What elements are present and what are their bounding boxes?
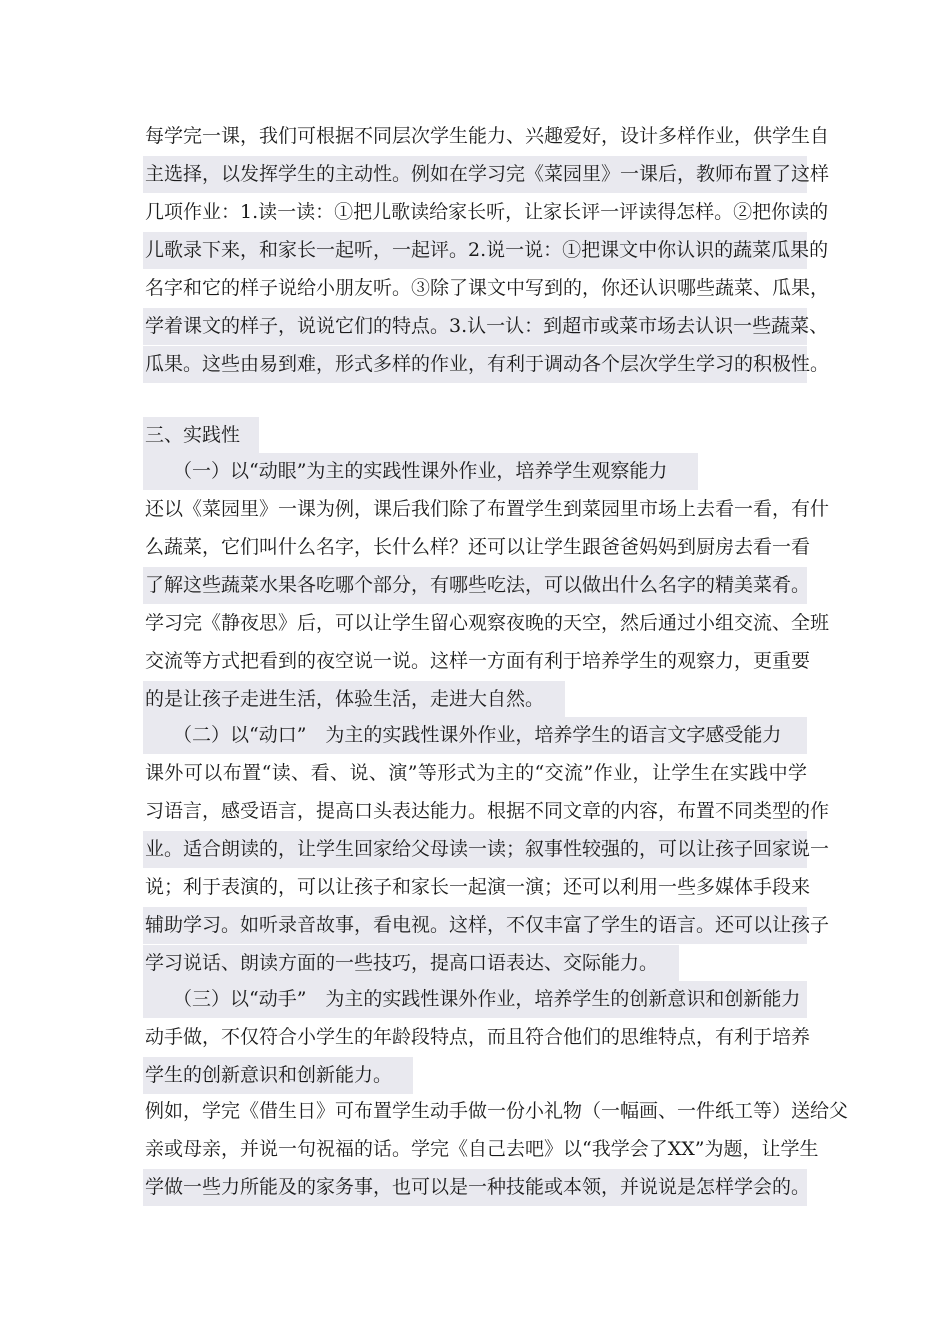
text-line: 还以《菜园里》一课为例，课后我们除了布置学生到菜园里市场上去看一看，有什 [145, 498, 830, 520]
text-line: 动手做，不仅符合小学生的年龄段特点，而且符合他们的思维特点，有利于培养 [145, 1026, 811, 1048]
text-line: 名字和它的样子说给小朋友听。③除了课文中写到的，你还认识哪些蔬菜、瓜果， [145, 277, 830, 299]
text-line: 学着课文的样子，说说它们的特点。3.认一认：到超市或菜市场去认识一些蔬菜、 [143, 308, 807, 345]
text-line: 学习说话、朗读方面的一些技巧，提高口语表达、交际能力。 [143, 945, 679, 982]
text-line: 课外可以布置“读、看、说、演”等形式为主的“交流”作业，让学生在实践中学 [145, 762, 807, 784]
text-line: 儿歌录下来，和家长一起听，一起评。2.说一说：①把课文中你认识的蔬菜瓜果的 [143, 232, 807, 269]
text-line: 习语言，感受语言，提高口头表达能力。根据不同文章的内容，布置不同类型的作 [145, 800, 830, 822]
text-line: 交流等方式把看到的夜空说一说。这样一方面有利于培养学生的观察力，更重要 [145, 650, 811, 672]
subsection-title: （一）以“动眼”为主的实践性课外作业，培养学生观察能力 [143, 453, 698, 490]
text-line: 每学完一课，我们可根据不同层次学生能力、兴趣爱好，设计多样作业，供学生自 [145, 125, 830, 147]
text-line: 学习完《静夜思》后，可以让学生留心观察夜晚的天空，然后通过小组交流、全班 [145, 612, 830, 634]
text-line: 说；利于表演的，可以让孩子和家长一起演一演；还可以利用一些多媒体手段来 [145, 876, 811, 898]
text-line: 学做一些力所能及的家务事，也可以是一种技能或本领，并说说是怎样学会的。 [143, 1169, 807, 1206]
text-line: 业。适合朗读的，让学生回家给父母读一读；叙事性较强的，可以让孩子回家说一 [143, 831, 807, 868]
text-line: 瓜果。这些由易到难，形式多样的作业，有利于调动各个层次学生学习的积极性。 [143, 346, 807, 383]
subsection-title: （三）以“动手” 为主的实践性课外作业，培养学生的创新意识和创新能力 [143, 981, 807, 1018]
text-line: 例如，学完《借生日》可布置学生动手做一份小礼物（一幅画、一件纸工等）送给父 [145, 1100, 849, 1122]
text-line: 几项作业：1.读一读：①把儿歌读给家长听，让家长评一评读得怎样。②把你读的 [145, 201, 829, 223]
text-line: 了解这些蔬菜水果各吃哪个部分，有哪些吃法，可以做出什么名字的精美菜肴。 [143, 567, 807, 604]
text-line: 辅助学习。如听录音故事，看电视。这样，不仅丰富了学生的语言。还可以让孩子 [143, 907, 807, 944]
text-line: 么蔬菜，它们叫什么名字，长什么样？还可以让学生跟爸爸妈妈到厨房去看一看 [145, 536, 811, 558]
text-line: 亲或母亲，并说一句祝福的话。学完《自己去吧》以“我学会了XX”为题，让学生 [145, 1138, 819, 1160]
text-line: 学生的创新意识和创新能力。 [143, 1057, 413, 1094]
subsection-title: （二）以“动口” 为主的实践性课外作业，培养学生的语言文字感受能力 [143, 717, 807, 754]
text-line: 主选择，以发挥学生的主动性。例如在学习完《菜园里》一课后，教师布置了这样 [143, 156, 807, 193]
section-heading: 三、实践性 [143, 417, 259, 454]
text-line: 的是让孩子走进生活，体验生活，走进大自然。 [143, 681, 565, 718]
